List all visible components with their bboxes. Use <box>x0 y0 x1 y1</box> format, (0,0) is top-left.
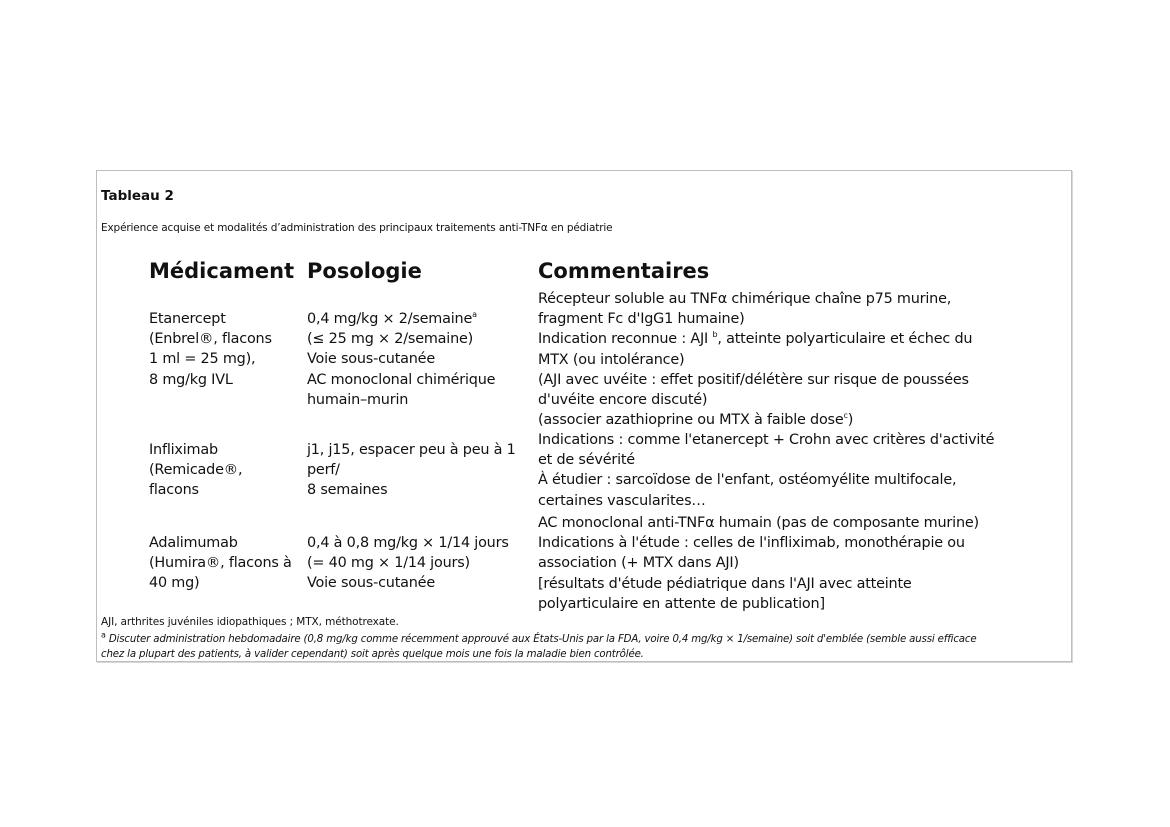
cell-line: (Enbrel®, flacons <box>149 331 272 348</box>
footnote-marker: c <box>843 411 848 421</box>
cell-line: À étudier : sarcoïdose de l'enfant, ostéomyélite multifocale, <box>538 472 957 489</box>
row-adalimumab-posologie <box>307 533 509 594</box>
footnote-text: Discuter administration hebdomadaire (0,8 mg/kg comme récemment approuvé aux États-Unis par la FDA, voire 0,4 mg/kg × 1/semaine) soit d'emblée (semble aussi efficace <box>105 634 977 645</box>
cell-line: (AJI avec uvéite : effet positif/délétère sur risque de poussées <box>538 371 969 388</box>
cell-line: fragment Fc d'IgG1 humaine) <box>538 311 745 328</box>
cell-line: et de sévérité <box>538 452 635 469</box>
cell-line: Voie sous-cutanée <box>307 575 435 592</box>
cell-line: (Humira®, flacons à <box>149 555 292 572</box>
row-infliximab-posologie <box>307 440 516 501</box>
cell-line: (= 40 mg × 1/14 jours) <box>307 555 470 572</box>
cell-line: 0,4 à 0,8 mg/kg × 1/14 jours <box>307 535 509 551</box>
cell-line <box>307 309 495 329</box>
cell-line: 8 semaines <box>307 482 388 499</box>
row-adalimumab-commentaires <box>538 513 979 614</box>
cell-text: 0,4 mg/kg × 2/semaine <box>307 311 473 327</box>
cell-line: Indications : comme l'etanercept + Crohn avec critères d'activité <box>538 432 995 448</box>
cell-line: Adalimumab <box>149 535 238 551</box>
cell-line: d'uvéite encore discuté) <box>538 392 708 409</box>
row-infliximab-medicament <box>149 440 242 501</box>
footnote-marker: a <box>101 630 106 640</box>
cell-text: , atteinte polyarticulaire et échec du <box>717 331 973 348</box>
row-etanercept-medicament <box>149 309 272 390</box>
cell-line: 40 mg) <box>149 575 200 592</box>
footnote-abbreviations: AJI, arthrites juvéniles idiopathiques ; MTX, méthotrexate. <box>101 616 399 628</box>
header-posologie: Posologie <box>307 259 422 283</box>
footnote-line <box>101 632 1071 647</box>
cell-line: Indications à l'étude : celles de l'infliximab, monothérapie ou <box>538 535 965 552</box>
cell-line: Infliximab <box>149 442 218 458</box>
cell-line: Etanercept <box>149 311 226 327</box>
row-etanercept-posologie <box>307 309 495 410</box>
cell-line <box>538 329 972 349</box>
cell-line: Voie sous-cutanée <box>307 351 435 368</box>
cell-line: [résultats d'étude pédiatrique dans l'AJI avec atteinte <box>538 575 912 592</box>
cell-text: (associer azathioprine ou MTX à faible dose <box>538 412 844 429</box>
cell-line: Récepteur soluble au TNFα chimérique chaîne p75 murine, <box>538 291 952 307</box>
footnote-marker: a <box>472 310 477 320</box>
cell-text: ) <box>847 412 854 429</box>
cell-line <box>538 410 972 430</box>
row-adalimumab-medicament <box>149 533 292 594</box>
table-title: Tableau 2 <box>101 188 174 204</box>
header-commentaires: Commentaires <box>538 259 710 283</box>
cell-line: 8 mg/kg IVL <box>149 371 233 388</box>
cell-line: AC monoclonal chimérique <box>307 371 496 388</box>
cell-line: (Remicade®, <box>149 462 243 479</box>
row-etanercept-commentaires <box>538 289 972 430</box>
header-medicament: Médicament <box>149 259 295 283</box>
cell-line: j1, j15, espacer peu à peu à 1 <box>307 442 516 458</box>
cell-line: 1 ml = 25 mg), <box>149 351 256 368</box>
footnote-marker: b <box>712 330 718 340</box>
cell-line: humain–murin <box>307 391 409 408</box>
cell-line: perf/ <box>307 462 340 479</box>
cell-line: MTX (ou intolérance) <box>538 351 685 368</box>
cell-line: (≤ 25 mg × 2/semaine) <box>307 331 474 348</box>
cell-line: AC monoclonal anti-TNFα humain (pas de composante murine) <box>538 515 979 531</box>
row-infliximab-commentaires <box>538 430 994 511</box>
cell-line: flacons <box>149 482 199 499</box>
cell-line: certaines vascularites… <box>538 492 706 509</box>
footnote-line: chez la plupart des patients, à valider cependant) soit après quelque mois une fois la maladie bien contrôlée. <box>101 649 644 660</box>
cell-line: polyarticulaire en attente de publication] <box>538 595 825 612</box>
table-frame <box>96 170 1072 662</box>
cell-text: Indication reconnue : AJI <box>538 331 713 348</box>
table-caption: Expérience acquise et modalités d’administration des principaux traitements anti-TNFα en pédiatrie <box>101 222 613 234</box>
cell-line: association (+ MTX dans AJI) <box>538 555 739 572</box>
footnote-a <box>101 632 1071 662</box>
